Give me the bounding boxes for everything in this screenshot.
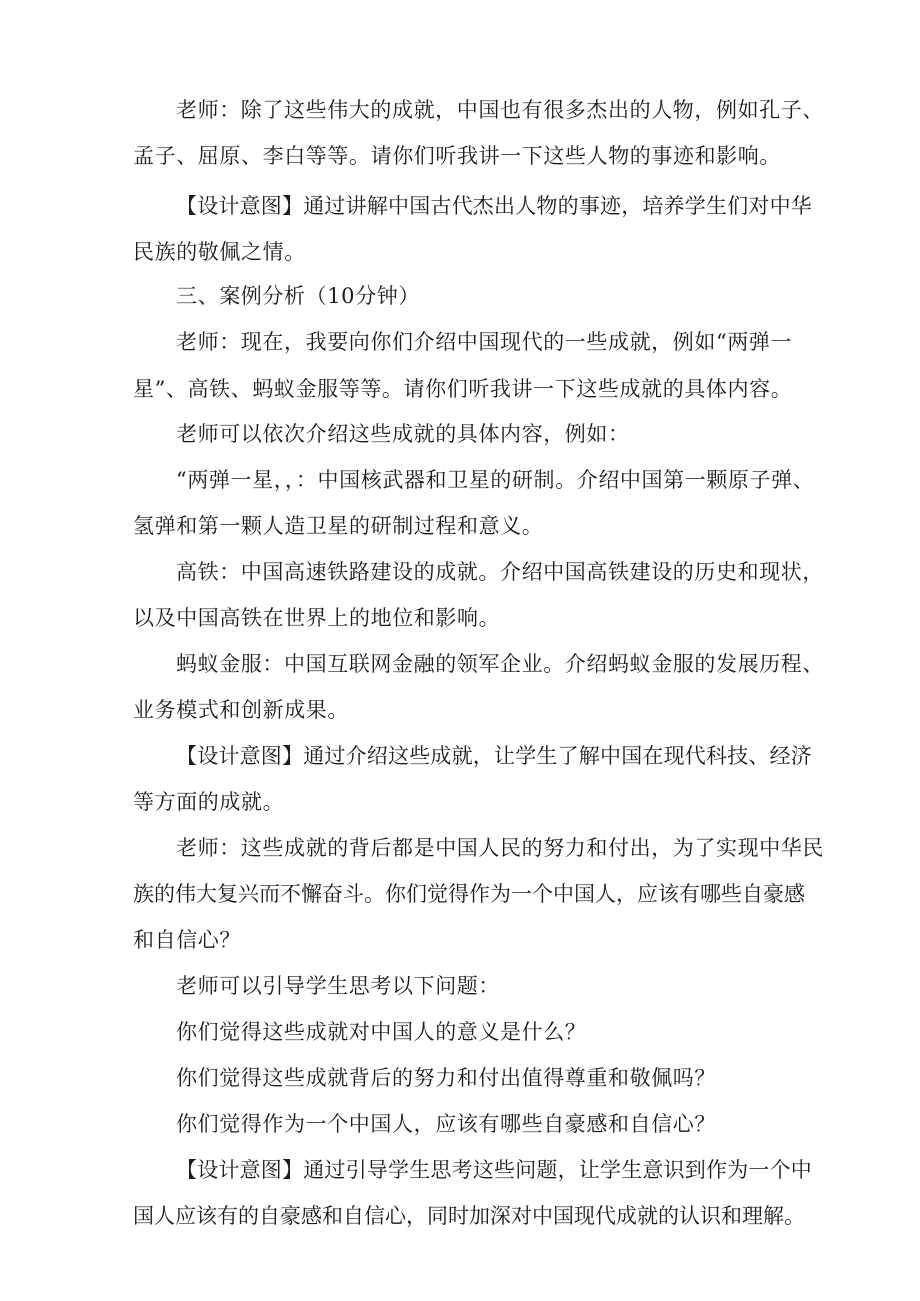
list-item-line: 氢弹和第一颗人造卫星的研制过程和意义。 xyxy=(133,514,544,538)
paragraph-line: 星”、高铁、蚂蚁金服等等。请你们听我讲一下这些成就的具体内容。 xyxy=(133,377,793,401)
paragraph-line: 老师：这些成就的背后都是中国人民的努力和付出，为了实现中华民 xyxy=(176,836,824,860)
question-line: 你们觉得这些成就对中国人的意义是什么？ xyxy=(176,1020,587,1044)
list-item-line: 以及中国高铁在世界上的地位和影响。 xyxy=(133,606,501,630)
paragraph-line: 老师：现在，我要向你们介绍中国现代的一些成就，例如“两弹一 xyxy=(176,330,793,354)
design-intent-line: 【设计意图】通过讲解中国古代杰出人物的事迹，培养学生们对中华 xyxy=(176,194,812,218)
list-item-line: 蚂蚁金服：中国互联网金融的领军企业。介绍蚂蚁金服的发展历程、 xyxy=(176,652,824,676)
question-line: 你们觉得作为一个中国人，应该有哪些自豪感和自信心？ xyxy=(176,1112,716,1136)
paragraph-line: 国人应该有的自豪感和自信心，同时加深对中国现代成就的认识和理解。 xyxy=(133,1204,805,1228)
list-item-line: 业务模式和创新成果。 xyxy=(133,698,349,722)
design-intent-line: 【设计意图】通过引导学生思考这些问题，让学生意识到作为一个中 xyxy=(176,1158,812,1182)
paragraph-line: 等方面的成就。 xyxy=(133,790,285,814)
list-item-line: 高铁：中国高速铁路建设的成就。介绍中国高铁建设的历史和现状， xyxy=(176,560,824,584)
paragraph-line: 老师可以依次介绍这些成就的具体内容，例如： xyxy=(176,422,630,446)
paragraph-line: 老师：除了这些伟大的成就，中国也有很多杰出的人物，例如孔子、 xyxy=(176,98,824,122)
paragraph-line: 和自信心？ xyxy=(133,928,241,952)
paragraph-line: 族的伟大复兴而不懈奋斗。你们觉得作为一个中国人，应该有哪些自豪感 xyxy=(133,882,805,906)
paragraph-line: 孟子、屈原、李白等等。请你们听我讲一下这些人物的事迹和影响。 xyxy=(133,144,781,168)
list-item-line: “两弹一星，，：中国核武器和卫星的研制。介绍中国第一颗原子弹、 xyxy=(176,468,815,492)
design-intent-line: 【设计意图】通过介绍这些成就，让学生了解中国在现代科技、经济 xyxy=(176,744,812,768)
paragraph-line: 老师可以引导学生思考以下问题： xyxy=(176,974,500,998)
section-heading: 三、案例分析（10分钟） xyxy=(176,284,420,308)
question-line: 你们觉得这些成就背后的努力和付出值得尊重和敬佩吗？ xyxy=(176,1066,716,1090)
paragraph-line: 民族的敬佩之情。 xyxy=(133,240,306,264)
